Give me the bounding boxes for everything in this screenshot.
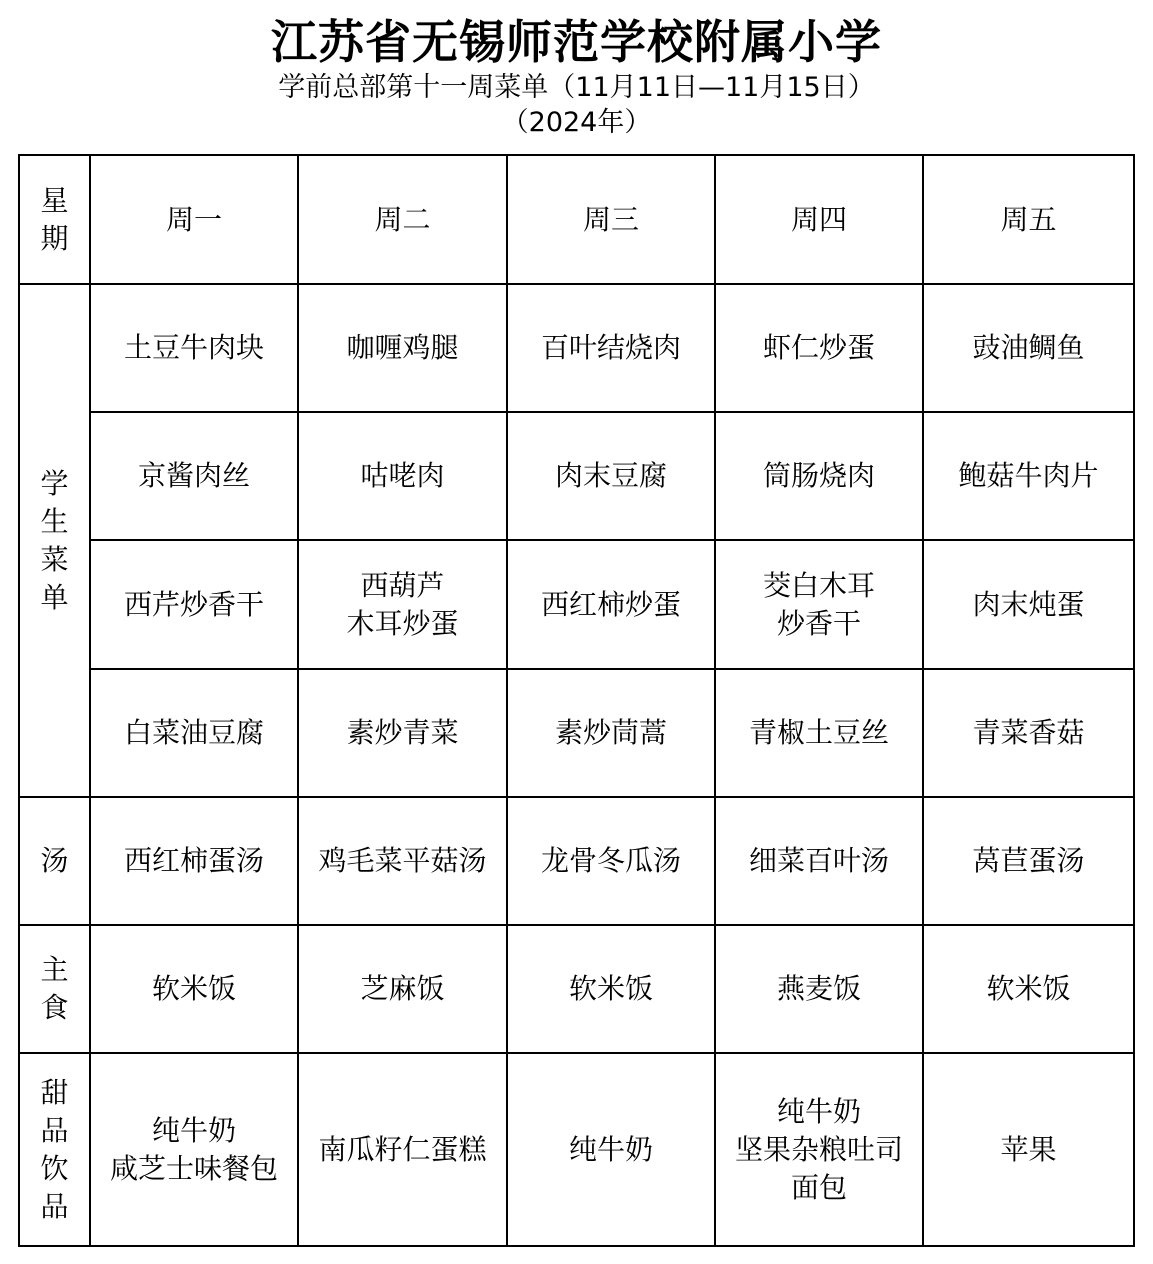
corner-label: 星期 (40, 183, 69, 255)
staple-cell: 芝麻饭 (298, 925, 507, 1053)
dish-cell: 肉末炖蛋 (923, 540, 1134, 669)
dish-cell: 西红柿炒蛋 (507, 540, 715, 669)
dessert-cell: 南瓜籽仁蛋糕 (298, 1053, 507, 1246)
staple-label-cell (19, 925, 90, 1053)
dessert-label: 甜品饮品 (40, 1075, 69, 1223)
staple-cell: 软米饭 (90, 925, 298, 1053)
dish-cell: 鲍菇牛肉片 (923, 412, 1134, 540)
corner-label-cell (19, 155, 90, 284)
dish-cell: 白菜油豆腐 (90, 669, 298, 797)
dish-cell: 西葫芦 木耳炒蛋 (298, 540, 507, 669)
dish-cell: 茭白木耳 炒香干 (715, 540, 923, 669)
soup-cell: 细菜百叶汤 (715, 797, 923, 925)
page-subtitle: 学前总部第十一周菜单（11月11日—11月15日） (278, 72, 875, 103)
day-header-thu: 周四 (715, 155, 923, 284)
staple-row (19, 925, 1134, 1053)
dessert-cell: 纯牛奶 坚果杂粮吐司 面包 (715, 1053, 923, 1246)
dish-cell: 青菜香菇 (923, 669, 1134, 797)
student-menu-row-4 (19, 669, 1134, 797)
dish-cell: 虾仁炒蛋 (715, 284, 923, 412)
soup-label-cell (19, 797, 90, 925)
weekly-menu-table (18, 154, 1135, 1247)
soup-cell: 龙骨冬瓜汤 (507, 797, 715, 925)
dessert-label-cell (19, 1053, 90, 1246)
student-menu-label-cell (19, 284, 90, 797)
dessert-row (19, 1053, 1134, 1246)
day-header-mon: 周一 (90, 155, 298, 284)
dish-cell: 西芹炒香干 (90, 540, 298, 669)
student-menu-row-1 (19, 284, 1134, 412)
student-menu-label: 学生菜单 (40, 466, 69, 614)
dessert-cell: 苹果 (923, 1053, 1134, 1246)
soup-label: 汤 (40, 844, 69, 877)
dessert-cell: 纯牛奶 (507, 1053, 715, 1246)
dish-cell: 素炒茼蒿 (507, 669, 715, 797)
staple-cell: 软米饭 (923, 925, 1134, 1053)
page-title: 江苏省无锡师范学校附属小学 (271, 15, 882, 69)
page-year: （2024年） (501, 107, 652, 138)
dish-cell: 咕咾肉 (298, 412, 507, 540)
dish-cell: 京酱肉丝 (90, 412, 298, 540)
dish-cell: 豉油鲷鱼 (923, 284, 1134, 412)
header-row (19, 155, 1134, 284)
dish-cell: 筒肠烧肉 (715, 412, 923, 540)
dish-cell: 青椒土豆丝 (715, 669, 923, 797)
day-header-tue: 周二 (298, 155, 507, 284)
dish-cell: 肉末豆腐 (507, 412, 715, 540)
staple-cell: 燕麦饭 (715, 925, 923, 1053)
soup-cell: 西红柿蛋汤 (90, 797, 298, 925)
student-menu-row-3 (19, 540, 1134, 669)
staple-label: 主食 (40, 953, 69, 1024)
soup-cell: 鸡毛菜平菇汤 (298, 797, 507, 925)
dish-cell: 百叶结烧肉 (507, 284, 715, 412)
staple-cell: 软米饭 (507, 925, 715, 1053)
day-header-fri: 周五 (923, 155, 1134, 284)
student-menu-row-2 (19, 412, 1134, 540)
soup-cell: 莴苣蛋汤 (923, 797, 1134, 925)
soup-row (19, 797, 1134, 925)
dessert-cell: 纯牛奶 咸芝士味餐包 (90, 1053, 298, 1246)
dish-cell: 素炒青菜 (298, 669, 507, 797)
day-header-wed: 周三 (507, 155, 715, 284)
dish-cell: 咖喱鸡腿 (298, 284, 507, 412)
dish-cell: 土豆牛肉块 (90, 284, 298, 412)
